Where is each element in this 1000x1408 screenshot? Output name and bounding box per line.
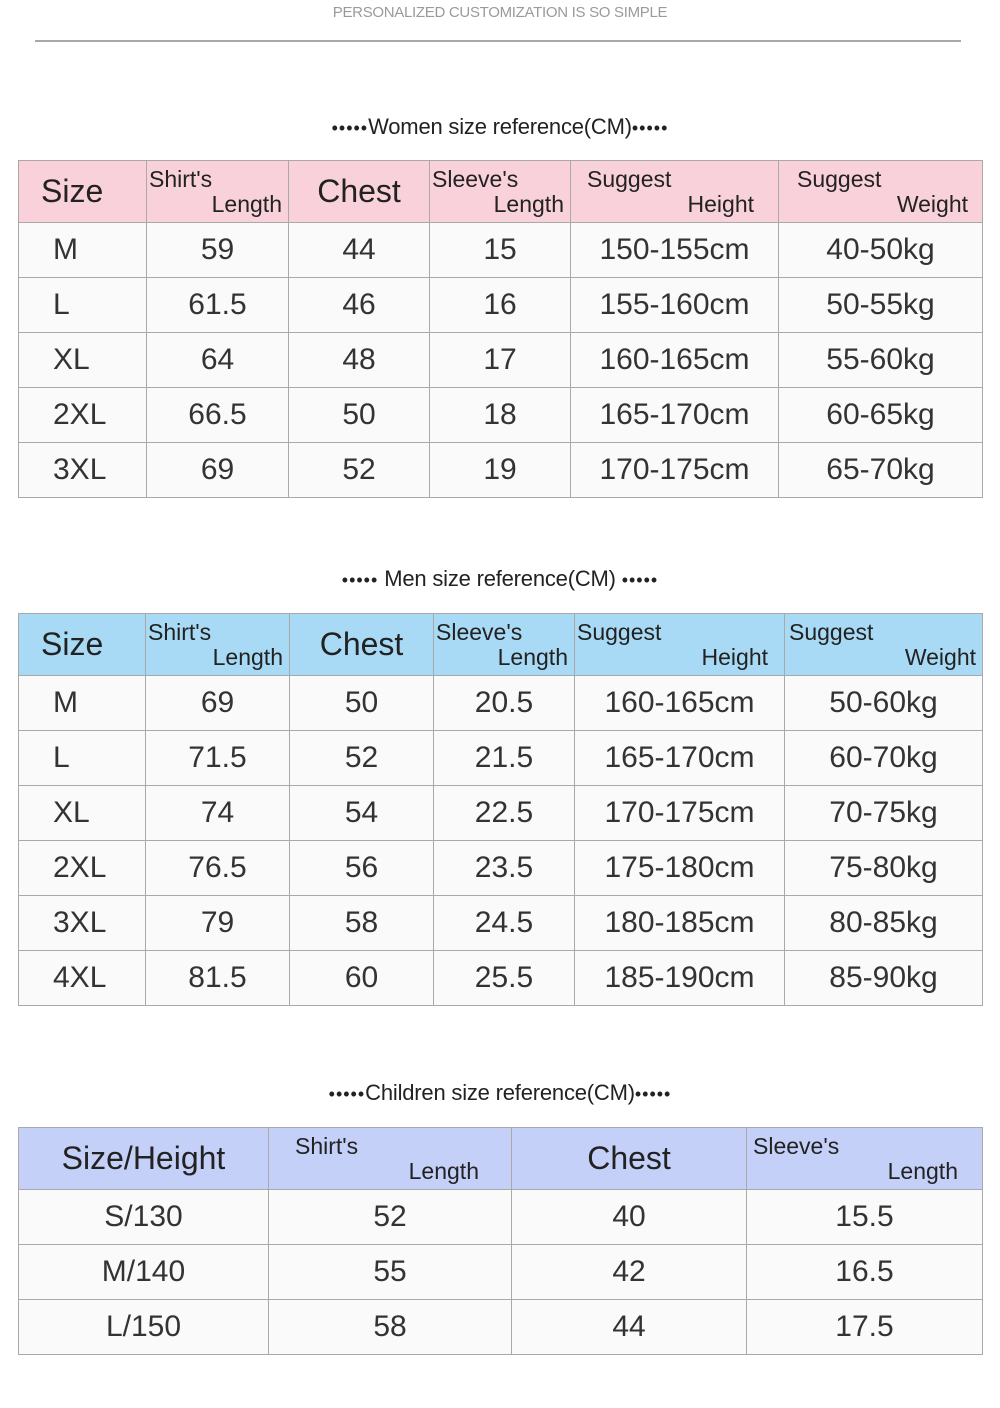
value-cell: 52: [289, 443, 430, 498]
men-section-title: [0, 566, 1000, 592]
value-cell: 60-70kg: [785, 731, 983, 786]
value-cell: 48: [289, 333, 430, 388]
value-cell: 20.5: [434, 676, 575, 731]
header-suggest-weight: Suggest Weight: [779, 161, 983, 223]
header-shirt-length: Shirt's Length: [146, 614, 290, 676]
women-size-table: [18, 160, 983, 498]
value-cell: 40-50kg: [779, 223, 983, 278]
value-cell: 16: [430, 278, 571, 333]
value-cell: 22.5: [434, 786, 575, 841]
women-section-title: [0, 114, 1000, 140]
value-cell: 52: [290, 731, 434, 786]
banner-text: PERSONALIZED CUSTOMIZATION IS SO SIMPLE: [332, 4, 668, 21]
value-cell: 165-170cm: [571, 388, 779, 443]
table-header-row: [19, 1128, 983, 1190]
value-cell: 15.5: [747, 1190, 983, 1245]
children-title-text: Children size reference(CM): [365, 1080, 635, 1105]
table-header-row: [19, 614, 983, 676]
table-row: [19, 676, 983, 731]
value-cell: 23.5: [434, 841, 575, 896]
size-cell: 4XL: [19, 951, 146, 1006]
value-cell: 52: [269, 1190, 512, 1245]
women-title-text: Women size reference(CM): [368, 114, 632, 139]
value-cell: 155-160cm: [571, 278, 779, 333]
size-cell: M: [19, 223, 147, 278]
value-cell: 19: [430, 443, 571, 498]
header-chest: Chest: [512, 1128, 747, 1190]
size-cell: M/140: [19, 1245, 269, 1300]
men-size-table: [18, 613, 983, 1006]
size-cell: XL: [19, 786, 146, 841]
header-size: Size: [19, 161, 147, 223]
value-cell: 42: [512, 1245, 747, 1300]
table-row: [19, 896, 983, 951]
size-cell: 2XL: [19, 841, 146, 896]
title-dots-left: •••••: [341, 570, 379, 590]
title-dots-right: •••••: [621, 570, 659, 590]
men-table-body: [19, 676, 983, 1006]
value-cell: 85-90kg: [785, 951, 983, 1006]
value-cell: 15: [430, 223, 571, 278]
children-table-body: [19, 1190, 983, 1355]
header-shirt-length: Shirt's Length: [269, 1128, 512, 1190]
value-cell: 44: [512, 1300, 747, 1355]
value-cell: 175-180cm: [575, 841, 785, 896]
size-cell: 3XL: [19, 443, 147, 498]
table-row: [19, 1300, 983, 1355]
table-row: [19, 223, 983, 278]
value-cell: 150-155cm: [571, 223, 779, 278]
header-sleeve-length: Sleeve's Length: [434, 614, 575, 676]
value-cell: 170-175cm: [575, 786, 785, 841]
size-cell: 3XL: [19, 896, 146, 951]
value-cell: 160-165cm: [575, 676, 785, 731]
table-row: [19, 333, 983, 388]
men-title-text: Men size reference(CM): [384, 566, 616, 591]
value-cell: 40: [512, 1190, 747, 1245]
value-cell: 64: [147, 333, 289, 388]
children-size-table: [18, 1127, 983, 1355]
value-cell: 50: [290, 676, 434, 731]
size-cell: 2XL: [19, 388, 147, 443]
value-cell: 180-185cm: [575, 896, 785, 951]
value-cell: 46: [289, 278, 430, 333]
table-row: [19, 443, 983, 498]
value-cell: 71.5: [146, 731, 290, 786]
header-sleeve-length: Sleeve's Length: [430, 161, 571, 223]
value-cell: 50: [289, 388, 430, 443]
table-row: [19, 388, 983, 443]
title-dots-right: •••••: [634, 1084, 672, 1104]
value-cell: 55: [269, 1245, 512, 1300]
table-row: [19, 1245, 983, 1300]
value-cell: 50-60kg: [785, 676, 983, 731]
value-cell: 160-165cm: [571, 333, 779, 388]
title-dots-right: •••••: [631, 118, 669, 138]
header-suggest-height: Suggest Height: [571, 161, 779, 223]
title-dots-left: •••••: [331, 118, 369, 138]
size-cell: S/130: [19, 1190, 269, 1245]
children-section-title: [0, 1080, 1000, 1106]
value-cell: 16.5: [747, 1245, 983, 1300]
header-suggest-height: Suggest Height: [575, 614, 785, 676]
table-header-row: [19, 161, 983, 223]
value-cell: 74: [146, 786, 290, 841]
value-cell: 70-75kg: [785, 786, 983, 841]
header-suggest-weight: Suggest Weight: [785, 614, 983, 676]
header-chest: Chest: [290, 614, 434, 676]
value-cell: 21.5: [434, 731, 575, 786]
value-cell: 75-80kg: [785, 841, 983, 896]
value-cell: 65-70kg: [779, 443, 983, 498]
value-cell: 50-55kg: [779, 278, 983, 333]
table-row: [19, 731, 983, 786]
size-cell: L/150: [19, 1300, 269, 1355]
table-row: [19, 278, 983, 333]
table-row: [19, 841, 983, 896]
value-cell: 18: [430, 388, 571, 443]
value-cell: 170-175cm: [571, 443, 779, 498]
value-cell: 69: [146, 676, 290, 731]
value-cell: 58: [290, 896, 434, 951]
header-chest: Chest: [289, 161, 430, 223]
header-size-height: Size/Height: [19, 1128, 269, 1190]
women-table-body: [19, 223, 983, 498]
value-cell: 44: [289, 223, 430, 278]
header-shirt-length: Shirt's Length: [147, 161, 289, 223]
table-row: [19, 786, 983, 841]
value-cell: 54: [290, 786, 434, 841]
value-cell: 79: [146, 896, 290, 951]
value-cell: 56: [290, 841, 434, 896]
value-cell: 17: [430, 333, 571, 388]
table-row: [19, 951, 983, 1006]
value-cell: 58: [269, 1300, 512, 1355]
size-cell: M: [19, 676, 146, 731]
value-cell: 81.5: [146, 951, 290, 1006]
value-cell: 76.5: [146, 841, 290, 896]
value-cell: 61.5: [147, 278, 289, 333]
value-cell: 55-60kg: [779, 333, 983, 388]
header-size: Size: [19, 614, 146, 676]
value-cell: 66.5: [147, 388, 289, 443]
table-row: [19, 1190, 983, 1245]
size-cell: L: [19, 278, 147, 333]
value-cell: 25.5: [434, 951, 575, 1006]
value-cell: 80-85kg: [785, 896, 983, 951]
title-dots-left: •••••: [328, 1084, 366, 1104]
value-cell: 59: [147, 223, 289, 278]
header-sleeve-length: Sleeve's Length: [747, 1128, 983, 1190]
value-cell: 165-170cm: [575, 731, 785, 786]
value-cell: 24.5: [434, 896, 575, 951]
value-cell: 60-65kg: [779, 388, 983, 443]
size-cell: L: [19, 731, 146, 786]
value-cell: 69: [147, 443, 289, 498]
value-cell: 60: [290, 951, 434, 1006]
value-cell: 17.5: [747, 1300, 983, 1355]
value-cell: 185-190cm: [575, 951, 785, 1006]
size-cell: XL: [19, 333, 147, 388]
banner-divider: [35, 40, 961, 42]
